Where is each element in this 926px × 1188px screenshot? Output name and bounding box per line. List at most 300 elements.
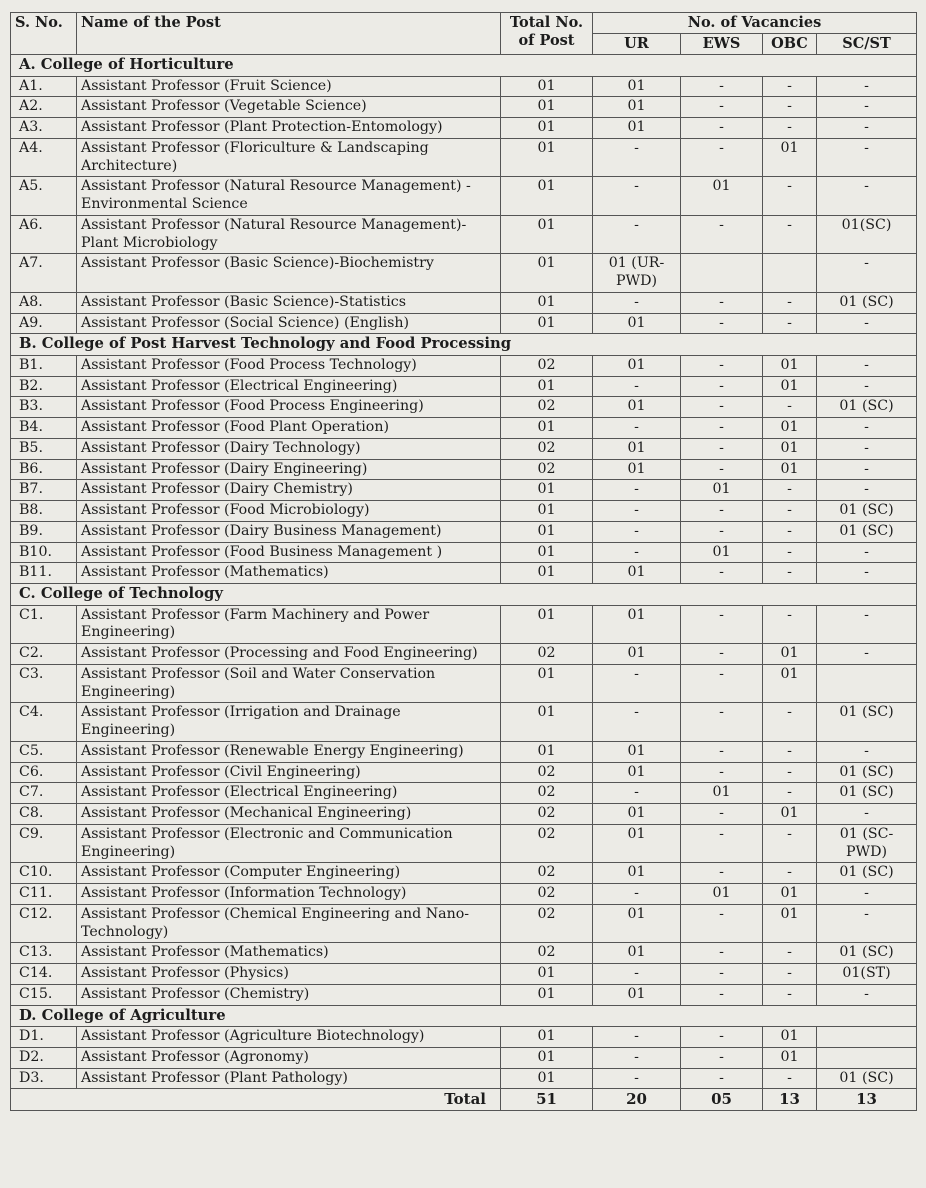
total-ews: 05 bbox=[681, 1089, 763, 1111]
serial-number: C11. bbox=[11, 884, 77, 905]
obc-vacancy: - bbox=[763, 118, 817, 139]
total-posts: 01 bbox=[501, 664, 593, 703]
post-name: Assistant Professor (Irrigation and Drainage Engineering) bbox=[77, 703, 501, 742]
ews-vacancy: - bbox=[681, 355, 763, 376]
serial-number: D2. bbox=[11, 1047, 77, 1068]
scst-vacancy bbox=[817, 1047, 917, 1068]
ur-vacancy: - bbox=[593, 1027, 681, 1048]
table-row bbox=[11, 76, 917, 97]
ews-vacancy: - bbox=[681, 741, 763, 762]
ur-vacancy: - bbox=[593, 501, 681, 522]
post-name: Assistant Professor (Basic Science)-Biochemistry bbox=[77, 254, 501, 293]
serial-number: C2. bbox=[11, 644, 77, 665]
table-body bbox=[11, 55, 917, 1111]
ur-vacancy: - bbox=[593, 521, 681, 542]
scst-vacancy: 01 (SC) bbox=[817, 501, 917, 522]
ur-vacancy: - bbox=[593, 664, 681, 703]
ews-vacancy bbox=[681, 254, 763, 293]
header-total: Total No. of Post bbox=[501, 13, 593, 55]
total-posts: 01 bbox=[501, 76, 593, 97]
scst-vacancy: - bbox=[817, 644, 917, 665]
obc-vacancy: - bbox=[763, 605, 817, 644]
post-name: Assistant Professor (Food Process Engineering) bbox=[77, 397, 501, 418]
ews-vacancy: 01 bbox=[681, 542, 763, 563]
scst-vacancy: - bbox=[817, 438, 917, 459]
post-name: Assistant Professor (Physics) bbox=[77, 964, 501, 985]
scst-vacancy: - bbox=[817, 97, 917, 118]
ews-vacancy: - bbox=[681, 138, 763, 177]
obc-vacancy: 01 bbox=[763, 355, 817, 376]
ur-vacancy: - bbox=[593, 177, 681, 216]
scst-vacancy: - bbox=[817, 118, 917, 139]
serial-number: C14. bbox=[11, 964, 77, 985]
scst-vacancy: - bbox=[817, 177, 917, 216]
obc-vacancy: - bbox=[763, 97, 817, 118]
obc-vacancy: - bbox=[763, 397, 817, 418]
serial-number: B5. bbox=[11, 438, 77, 459]
table-row bbox=[11, 438, 917, 459]
post-name: Assistant Professor (Mathematics) bbox=[77, 563, 501, 584]
scst-vacancy: 01 (SC) bbox=[817, 397, 917, 418]
scst-vacancy: 01 (SC) bbox=[817, 863, 917, 884]
serial-number: A3. bbox=[11, 118, 77, 139]
obc-vacancy: - bbox=[763, 824, 817, 863]
post-name: Assistant Professor (Dairy Chemistry) bbox=[77, 480, 501, 501]
serial-number: A8. bbox=[11, 292, 77, 313]
post-name: Assistant Professor (Social Science) (English) bbox=[77, 313, 501, 334]
scst-vacancy: - bbox=[817, 605, 917, 644]
post-name: Assistant Professor (Agriculture Biotechnology) bbox=[77, 1027, 501, 1048]
obc-vacancy: 01 bbox=[763, 664, 817, 703]
section-title: D. College of Agriculture bbox=[11, 1005, 917, 1026]
table-row bbox=[11, 376, 917, 397]
scst-vacancy: - bbox=[817, 459, 917, 480]
total-posts: 02 bbox=[501, 459, 593, 480]
total-scst: 13 bbox=[817, 1089, 917, 1111]
ur-vacancy: 01 bbox=[593, 741, 681, 762]
header-scst: SC/ST bbox=[817, 34, 917, 55]
serial-number: D1. bbox=[11, 1027, 77, 1048]
obc-vacancy: - bbox=[763, 703, 817, 742]
post-name: Assistant Professor (Computer Engineering) bbox=[77, 863, 501, 884]
ur-vacancy: - bbox=[593, 964, 681, 985]
vacancy-table bbox=[10, 12, 917, 1111]
total-ur: 20 bbox=[593, 1089, 681, 1111]
post-name: Assistant Professor (Electrical Engineering) bbox=[77, 376, 501, 397]
post-name: Assistant Professor (Agronomy) bbox=[77, 1047, 501, 1068]
post-name: Assistant Professor (Dairy Technology) bbox=[77, 438, 501, 459]
serial-number: C9. bbox=[11, 824, 77, 863]
table-row bbox=[11, 292, 917, 313]
total-posts: 02 bbox=[501, 783, 593, 804]
post-name: Assistant Professor (Dairy Engineering) bbox=[77, 459, 501, 480]
total-posts: 01 bbox=[501, 501, 593, 522]
ews-vacancy: - bbox=[681, 824, 763, 863]
scst-vacancy: - bbox=[817, 418, 917, 439]
ur-vacancy: 01 bbox=[593, 943, 681, 964]
total-posts: 01 bbox=[501, 1047, 593, 1068]
obc-vacancy: 01 bbox=[763, 138, 817, 177]
ur-vacancy: - bbox=[593, 542, 681, 563]
post-name: Assistant Professor (Mathematics) bbox=[77, 943, 501, 964]
post-name: Assistant Professor (Renewable Energy Engineering) bbox=[77, 741, 501, 762]
obc-vacancy: 01 bbox=[763, 438, 817, 459]
table-row bbox=[11, 783, 917, 804]
scst-vacancy: 01 (SC) bbox=[817, 762, 917, 783]
table-row bbox=[11, 138, 917, 177]
obc-vacancy: 01 bbox=[763, 884, 817, 905]
obc-vacancy: 01 bbox=[763, 644, 817, 665]
obc-vacancy: - bbox=[763, 215, 817, 254]
table-row bbox=[11, 904, 917, 943]
total-posts: 02 bbox=[501, 762, 593, 783]
total-posts: 01 bbox=[501, 984, 593, 1005]
total-posts: 01 bbox=[501, 254, 593, 293]
ews-vacancy: - bbox=[681, 804, 763, 825]
serial-number: B3. bbox=[11, 397, 77, 418]
ews-vacancy: - bbox=[681, 118, 763, 139]
obc-vacancy: - bbox=[763, 292, 817, 313]
ews-vacancy: - bbox=[681, 1027, 763, 1048]
obc-vacancy: 01 bbox=[763, 804, 817, 825]
vacancy-document bbox=[10, 12, 916, 1111]
obc-vacancy: - bbox=[763, 542, 817, 563]
total-posts: 01 bbox=[501, 1027, 593, 1048]
post-name: Assistant Professor (Chemistry) bbox=[77, 984, 501, 1005]
total-posts: 01 bbox=[501, 1068, 593, 1089]
section-row bbox=[11, 1005, 917, 1026]
scst-vacancy: - bbox=[817, 984, 917, 1005]
ur-vacancy: 01 bbox=[593, 762, 681, 783]
ews-vacancy: - bbox=[681, 521, 763, 542]
ews-vacancy: - bbox=[681, 863, 763, 884]
table-row bbox=[11, 964, 917, 985]
section-row bbox=[11, 55, 917, 76]
total-posts: 01 bbox=[501, 138, 593, 177]
ews-vacancy: - bbox=[681, 964, 763, 985]
table-row bbox=[11, 542, 917, 563]
serial-number: B6. bbox=[11, 459, 77, 480]
serial-number: C8. bbox=[11, 804, 77, 825]
table-row bbox=[11, 863, 917, 884]
table-row bbox=[11, 664, 917, 703]
obc-vacancy: - bbox=[763, 863, 817, 884]
post-name: Assistant Professor (Food Business Management ) bbox=[77, 542, 501, 563]
ur-vacancy: 01 bbox=[593, 824, 681, 863]
table-row bbox=[11, 177, 917, 216]
total-posts: 01 bbox=[501, 964, 593, 985]
scst-vacancy: - bbox=[817, 741, 917, 762]
ur-vacancy: 01 (UR-PWD) bbox=[593, 254, 681, 293]
total-posts: 01 bbox=[501, 118, 593, 139]
ews-vacancy: - bbox=[681, 605, 763, 644]
total-posts-sum: 51 bbox=[501, 1089, 593, 1111]
post-name: Assistant Professor (Processing and Food Engineering) bbox=[77, 644, 501, 665]
post-name: Assistant Professor (Vegetable Science) bbox=[77, 97, 501, 118]
table-row bbox=[11, 824, 917, 863]
ur-vacancy: - bbox=[593, 138, 681, 177]
table-row bbox=[11, 480, 917, 501]
section-row bbox=[11, 334, 917, 355]
ur-vacancy: 01 bbox=[593, 605, 681, 644]
serial-number: B9. bbox=[11, 521, 77, 542]
serial-number: B7. bbox=[11, 480, 77, 501]
total-posts: 02 bbox=[501, 804, 593, 825]
obc-vacancy: 01 bbox=[763, 1047, 817, 1068]
obc-vacancy: - bbox=[763, 741, 817, 762]
post-name: Assistant Professor (Electronic and Communication Engineering) bbox=[77, 824, 501, 863]
section-title: B. College of Post Harvest Technology and Food Processing bbox=[11, 334, 917, 355]
ews-vacancy: - bbox=[681, 215, 763, 254]
ur-vacancy: 01 bbox=[593, 804, 681, 825]
post-name: Assistant Professor (Basic Science)-Statistics bbox=[77, 292, 501, 313]
post-name: Assistant Professor (Floriculture & Landscaping Architecture) bbox=[77, 138, 501, 177]
scst-vacancy: 01 (SC) bbox=[817, 943, 917, 964]
serial-number: A9. bbox=[11, 313, 77, 334]
scst-vacancy bbox=[817, 1027, 917, 1048]
serial-number: B8. bbox=[11, 501, 77, 522]
ews-vacancy: - bbox=[681, 762, 763, 783]
post-name: Assistant Professor (Information Technology) bbox=[77, 884, 501, 905]
total-posts: 01 bbox=[501, 605, 593, 644]
ur-vacancy: 01 bbox=[593, 313, 681, 334]
ur-vacancy: - bbox=[593, 1047, 681, 1068]
ur-vacancy: 01 bbox=[593, 97, 681, 118]
serial-number: C15. bbox=[11, 984, 77, 1005]
ur-vacancy: 01 bbox=[593, 118, 681, 139]
obc-vacancy: - bbox=[763, 521, 817, 542]
obc-vacancy: - bbox=[763, 76, 817, 97]
post-name: Assistant Professor (Chemical Engineering and Nano-Technology) bbox=[77, 904, 501, 943]
ews-vacancy: - bbox=[681, 943, 763, 964]
serial-number: B10. bbox=[11, 542, 77, 563]
post-name: Assistant Professor (Civil Engineering) bbox=[77, 762, 501, 783]
ur-vacancy: 01 bbox=[593, 904, 681, 943]
ews-vacancy: - bbox=[681, 397, 763, 418]
section-title: C. College of Technology bbox=[11, 584, 917, 605]
obc-vacancy: 01 bbox=[763, 904, 817, 943]
table-row bbox=[11, 884, 917, 905]
total-posts: 01 bbox=[501, 313, 593, 334]
total-posts: 02 bbox=[501, 824, 593, 863]
ur-vacancy: 01 bbox=[593, 563, 681, 584]
ur-vacancy: 01 bbox=[593, 438, 681, 459]
total-label: Total bbox=[11, 1089, 501, 1111]
ur-vacancy: - bbox=[593, 884, 681, 905]
post-name: Assistant Professor (Food Microbiology) bbox=[77, 501, 501, 522]
table-row bbox=[11, 804, 917, 825]
post-name: Assistant Professor (Fruit Science) bbox=[77, 76, 501, 97]
header-vacancies: No. of Vacancies bbox=[593, 13, 917, 34]
header-ews: EWS bbox=[681, 34, 763, 55]
total-posts: 01 bbox=[501, 741, 593, 762]
post-name: Assistant Professor (Plant Pathology) bbox=[77, 1068, 501, 1089]
table-row bbox=[11, 215, 917, 254]
ews-vacancy: - bbox=[681, 664, 763, 703]
obc-vacancy: - bbox=[763, 177, 817, 216]
ews-vacancy: - bbox=[681, 904, 763, 943]
post-name: Assistant Professor (Plant Protection-Entomology) bbox=[77, 118, 501, 139]
ews-vacancy: - bbox=[681, 438, 763, 459]
obc-vacancy: 01 bbox=[763, 376, 817, 397]
post-name: Assistant Professor (Mechanical Engineering) bbox=[77, 804, 501, 825]
serial-number: C10. bbox=[11, 863, 77, 884]
ews-vacancy: - bbox=[681, 292, 763, 313]
serial-number: C12. bbox=[11, 904, 77, 943]
total-posts: 01 bbox=[501, 418, 593, 439]
scst-vacancy: 01 (SC) bbox=[817, 292, 917, 313]
post-name: Assistant Professor (Food Process Technology) bbox=[77, 355, 501, 376]
post-name: Assistant Professor (Electrical Engineering) bbox=[77, 783, 501, 804]
serial-number: C13. bbox=[11, 943, 77, 964]
post-name: Assistant Professor (Soil and Water Conservation Engineering) bbox=[77, 664, 501, 703]
table-row bbox=[11, 397, 917, 418]
scst-vacancy: 01 (SC) bbox=[817, 783, 917, 804]
ews-vacancy: - bbox=[681, 76, 763, 97]
total-posts: 01 bbox=[501, 97, 593, 118]
table-row bbox=[11, 254, 917, 293]
scst-vacancy: - bbox=[817, 563, 917, 584]
serial-number: A4. bbox=[11, 138, 77, 177]
serial-number: D3. bbox=[11, 1068, 77, 1089]
serial-number: C3. bbox=[11, 664, 77, 703]
obc-vacancy bbox=[763, 254, 817, 293]
scst-vacancy: 01 (SC) bbox=[817, 521, 917, 542]
scst-vacancy: - bbox=[817, 254, 917, 293]
serial-number: C1. bbox=[11, 605, 77, 644]
ews-vacancy: - bbox=[681, 313, 763, 334]
total-posts: 01 bbox=[501, 480, 593, 501]
obc-vacancy: - bbox=[763, 964, 817, 985]
scst-vacancy: - bbox=[817, 804, 917, 825]
table-row bbox=[11, 1027, 917, 1048]
scst-vacancy: - bbox=[817, 76, 917, 97]
post-name: Assistant Professor (Natural Resource Management)- Plant Microbiology bbox=[77, 215, 501, 254]
ews-vacancy: - bbox=[681, 563, 763, 584]
total-posts: 01 bbox=[501, 521, 593, 542]
obc-vacancy: 01 bbox=[763, 418, 817, 439]
scst-vacancy: - bbox=[817, 884, 917, 905]
ews-vacancy: 01 bbox=[681, 783, 763, 804]
total-posts: 02 bbox=[501, 397, 593, 418]
ews-vacancy: - bbox=[681, 97, 763, 118]
header-sno: S. No. bbox=[11, 13, 77, 55]
ews-vacancy: - bbox=[681, 501, 763, 522]
total-posts: 01 bbox=[501, 376, 593, 397]
section-row bbox=[11, 584, 917, 605]
obc-vacancy: 01 bbox=[763, 459, 817, 480]
table-row bbox=[11, 97, 917, 118]
table-row bbox=[11, 703, 917, 742]
serial-number: B2. bbox=[11, 376, 77, 397]
total-posts: 01 bbox=[501, 292, 593, 313]
obc-vacancy: - bbox=[763, 501, 817, 522]
total-posts: 02 bbox=[501, 943, 593, 964]
obc-vacancy: - bbox=[763, 984, 817, 1005]
ur-vacancy: - bbox=[593, 292, 681, 313]
ews-vacancy: - bbox=[681, 703, 763, 742]
serial-number: A6. bbox=[11, 215, 77, 254]
table-row bbox=[11, 943, 917, 964]
total-posts: 02 bbox=[501, 884, 593, 905]
ur-vacancy: 01 bbox=[593, 76, 681, 97]
serial-number: B1. bbox=[11, 355, 77, 376]
ews-vacancy: - bbox=[681, 418, 763, 439]
scst-vacancy: - bbox=[817, 313, 917, 334]
total-posts: 01 bbox=[501, 542, 593, 563]
ews-vacancy: - bbox=[681, 1068, 763, 1089]
total-posts: 02 bbox=[501, 863, 593, 884]
table-row bbox=[11, 418, 917, 439]
serial-number: A2. bbox=[11, 97, 77, 118]
ews-vacancy: 01 bbox=[681, 884, 763, 905]
ur-vacancy: 01 bbox=[593, 459, 681, 480]
serial-number: C7. bbox=[11, 783, 77, 804]
ews-vacancy: - bbox=[681, 459, 763, 480]
scst-vacancy: 01(SC) bbox=[817, 215, 917, 254]
ur-vacancy: 01 bbox=[593, 984, 681, 1005]
table-row bbox=[11, 1068, 917, 1089]
scst-vacancy: - bbox=[817, 376, 917, 397]
ur-vacancy: - bbox=[593, 1068, 681, 1089]
scst-vacancy: - bbox=[817, 480, 917, 501]
scst-vacancy: 01 (SC-PWD) bbox=[817, 824, 917, 863]
obc-vacancy: - bbox=[763, 943, 817, 964]
serial-number: C4. bbox=[11, 703, 77, 742]
total-posts: 01 bbox=[501, 177, 593, 216]
scst-vacancy: - bbox=[817, 138, 917, 177]
serial-number: B11. bbox=[11, 563, 77, 584]
scst-vacancy: - bbox=[817, 542, 917, 563]
obc-vacancy: - bbox=[763, 480, 817, 501]
header-post-name: Name of the Post bbox=[77, 13, 501, 55]
ur-vacancy: - bbox=[593, 418, 681, 439]
post-name: Assistant Professor (Dairy Business Management) bbox=[77, 521, 501, 542]
ur-vacancy: - bbox=[593, 480, 681, 501]
table-row bbox=[11, 118, 917, 139]
ur-vacancy: 01 bbox=[593, 644, 681, 665]
obc-vacancy: - bbox=[763, 1068, 817, 1089]
total-posts: 01 bbox=[501, 563, 593, 584]
serial-number: C5. bbox=[11, 741, 77, 762]
ur-vacancy: 01 bbox=[593, 397, 681, 418]
total-posts: 01 bbox=[501, 215, 593, 254]
table-row bbox=[11, 501, 917, 522]
total-posts: 01 bbox=[501, 703, 593, 742]
scst-vacancy bbox=[817, 664, 917, 703]
header-obc: OBC bbox=[763, 34, 817, 55]
obc-vacancy: - bbox=[763, 762, 817, 783]
table-row bbox=[11, 563, 917, 584]
obc-vacancy: - bbox=[763, 563, 817, 584]
ur-vacancy: - bbox=[593, 376, 681, 397]
ur-vacancy: - bbox=[593, 215, 681, 254]
total-posts: 02 bbox=[501, 644, 593, 665]
serial-number: A5. bbox=[11, 177, 77, 216]
obc-vacancy: 01 bbox=[763, 1027, 817, 1048]
post-name: Assistant Professor (Natural Resource Management) - Environmental Science bbox=[77, 177, 501, 216]
table-row bbox=[11, 313, 917, 334]
ur-vacancy: 01 bbox=[593, 863, 681, 884]
section-title: A. College of Horticulture bbox=[11, 55, 917, 76]
ur-vacancy: 01 bbox=[593, 355, 681, 376]
header-ur: UR bbox=[593, 34, 681, 55]
scst-vacancy: 01 (SC) bbox=[817, 1068, 917, 1089]
serial-number: B4. bbox=[11, 418, 77, 439]
table-row bbox=[11, 1047, 917, 1068]
total-posts: 02 bbox=[501, 904, 593, 943]
scst-vacancy: 01(ST) bbox=[817, 964, 917, 985]
